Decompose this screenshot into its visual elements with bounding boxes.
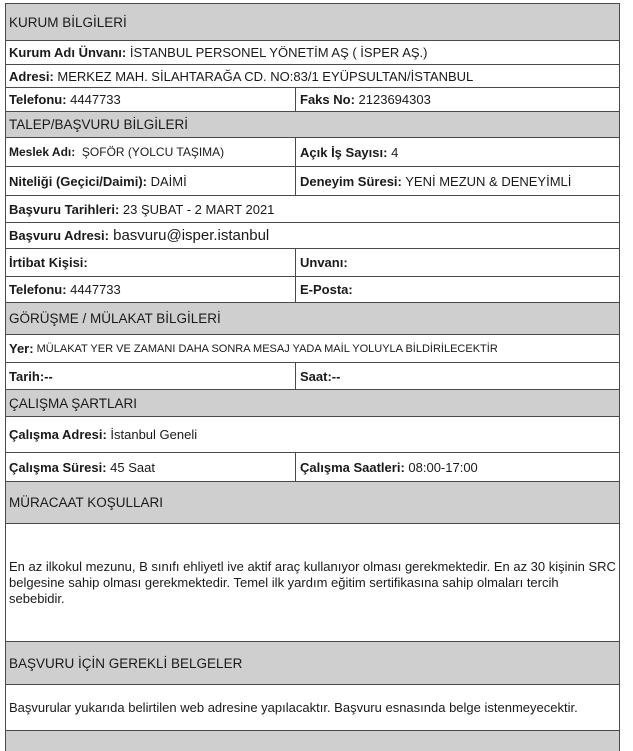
row-tarih-saat [6,363,619,390]
acik-is-value: 4 [387,144,399,160]
field-label: Telefonu: [9,282,67,297]
tarih-label: Tarih:-- [9,368,53,384]
row-belgeler-body [6,685,619,731]
yer-value: MÜLAKAT YER VE ZAMANI DAHA SONRA MESAJ YADA MAİL YOLUYLA BİLDİRİLECEKTİR [33,342,498,355]
muracaat-text: En az ilkokul mezunu, B sınıfı ehliyetl ive aktif araç kullanıyor olması gerekmektedir. En az 30 kişinin SRC belgesine sahip olması gerekmektedir. Temel ilk yardım eğitim sertifikasına sahip olmaları tercih sebebidir. [9,558,616,606]
section-header-talep [6,112,619,138]
field-label: Çalışma Süresi: [9,459,107,475]
row-meslek [6,138,619,167]
calisma-sure-value: 45 Saat [106,459,155,475]
field-label: Deneyim Süresi: [300,173,402,189]
telefon-value: 4447733 [66,92,121,107]
row-calisma-sure-saat [6,453,619,482]
field-label: Çalışma Adresi: [9,427,107,442]
field-label: E-Posta: [300,282,353,297]
section-title: ÇALIŞMA ŞARTLARI [9,395,138,411]
section-title: GÖRÜŞME / MÜLAKAT BİLGİLERİ [9,311,221,326]
field-label: Niteliği (Geçici/Daimi): [9,173,147,189]
telefon-value: 4447733 [66,282,121,297]
section-header-kurum [6,4,619,41]
section-title: BAŞVURU İÇİN GEREKLİ BELGELER [9,655,243,671]
section-header-gorusme [6,303,619,335]
job-posting-form [5,3,620,751]
field-label: İrtibat Kişisi: [9,255,88,270]
field-label: Faks No: [300,92,355,107]
meslek-value: ŞOFÖR (YOLCU TAŞIMA) [75,145,225,159]
adres-value: MERKEZ MAH. SİLAHTARAĞA CD. NO:83/1 EYÜPSULTAN/İSTANBUL [53,68,474,84]
section-header-calisma [6,390,619,417]
row-telefon-faks [6,88,619,112]
section-title: TALEP/BAŞVURU BİLGİLERİ [9,117,189,132]
section-title: KURUM BİLGİLERİ [9,14,127,30]
deneyim-value: YENİ MEZUN & DENEYİMLİ [401,173,572,189]
nitelik-value: DAİMİ [146,173,187,189]
basvuru-adresi-link[interactable]: basvuru@isper.istanbul [108,227,270,244]
row-irtibat-unvan [6,249,619,277]
row-telefon-eposta [6,277,619,303]
field-label: Başvuru Adresi: [9,228,109,243]
belgeler-text: Başvurular yukarıda belirtilen web adresine yapılacaktır. Başvuru esnasında belge istenmeyecektir. [9,700,578,715]
row-nitelik [6,167,619,196]
section-header-next [6,731,619,751]
row-yer [6,335,619,363]
field-label: Telefonu: [9,92,67,107]
tarihler-value: 23 ŞUBAT - 2 MART 2021 [119,201,275,217]
row-kurum-adi [6,41,619,65]
field-label: Meslek Adı: [9,145,76,159]
field-label: Çalışma Saatleri: [300,459,405,475]
field-label: Kurum Adı Ünvanı: [9,45,127,60]
calisma-saatler-value: 08:00-17:00 [404,459,478,475]
row-calisma-adresi [6,417,619,453]
field-label: Adresi: [9,68,54,84]
saat-label: Saat:-- [300,368,341,384]
row-basvuru-adresi [6,223,619,249]
field-label: Başvuru Tarihleri: [9,201,120,217]
section-header-belgeler [6,642,619,685]
calisma-adres-value: İstanbul Geneli [106,427,198,442]
field-label: Açık İş Sayısı: [300,144,388,160]
section-title: MÜRACAAT KOŞULLARI [9,495,164,510]
kurum-adi-value: İSTANBUL PERSONEL YÖNETİM AŞ ( İSPER AŞ.) [126,45,428,60]
section-header-muracaat [6,482,619,524]
row-muracaat-body [6,524,619,642]
field-label: Unvanı: [300,255,348,270]
faks-value: 2123694303 [354,92,431,107]
field-label: Yer: [9,341,34,356]
row-basvuru-tarihleri [6,196,619,223]
row-adres [6,65,619,88]
